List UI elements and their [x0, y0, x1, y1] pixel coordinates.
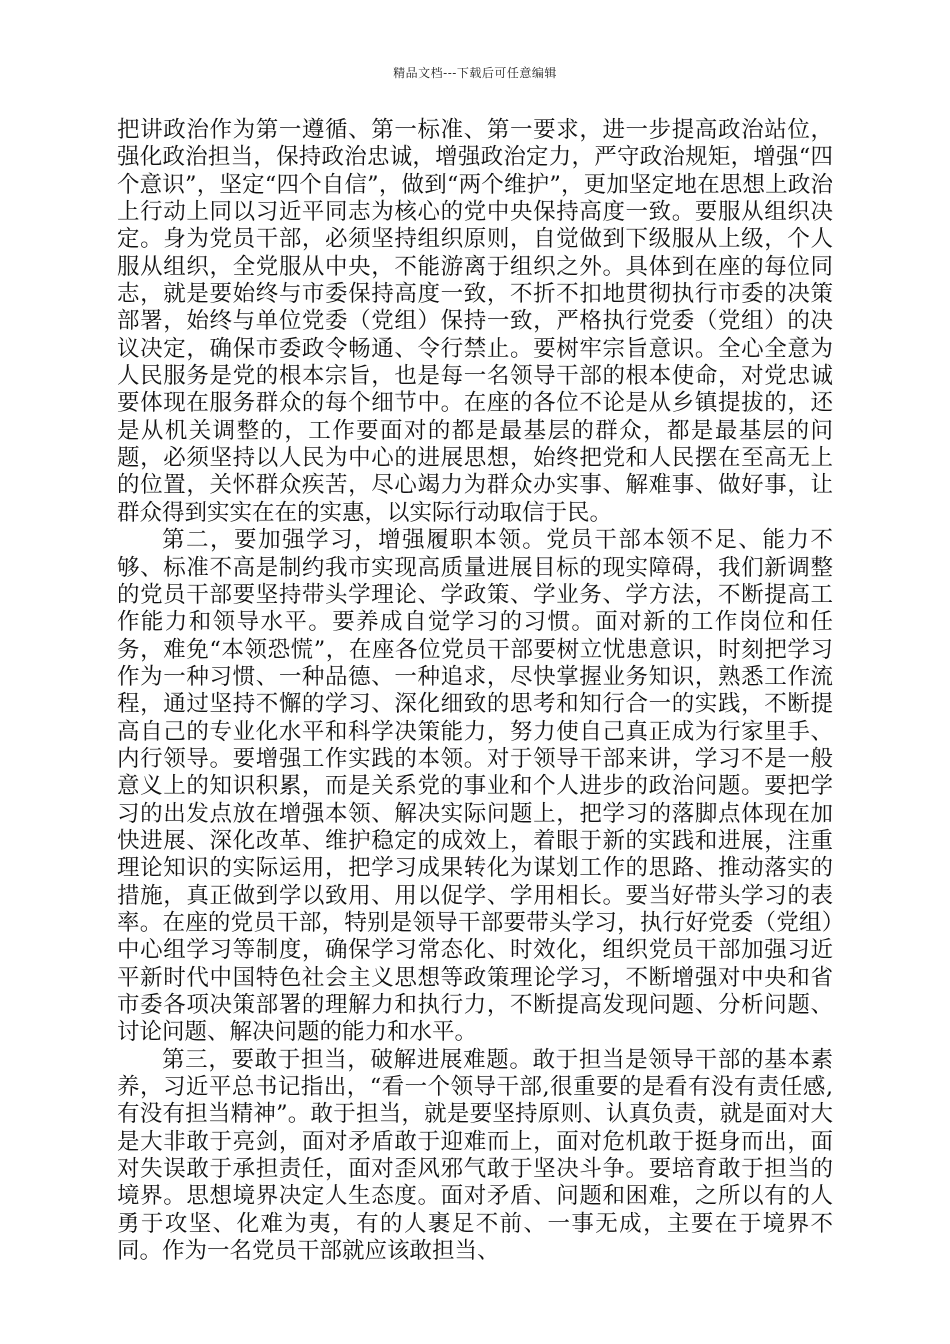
paragraph-2: 第二，要加强学习，增强履职本领。党员干部本领不足、能力不够、标准不高是制约我市实现高质量进展目标的现实障碍，我们新调整的党员干部要坚持带头学理论、学政策、学业务、学方法，不断提高工作能力和领导水平。要养成自觉学习的习惯。面对新的工作岗位和任务，难免“本领恐慌”，在座各位党员干部要树立忧患意识，时刻把学习作为一种习惯、一种品德、一种追求，尽快掌握业务知识，熟悉工作流程，通过坚持不懈的学习、深化细致的思考和知行合一的实践，不断提高自己的专业化水平和科学决策能力，努力使自己真正成为行家里手、内行领导。要增强工作实践的本领。对于领导干部来讲，学习不是一般意义上的知识积累，而是关系党的事业和个人进步的政治问题。要把学习的出发点放在增强本领、解决实际问题上，把学习的落脚点体现在加快进展、深化改革、维护稳定的成效上，着眼于新的实践和进展，注重理论知识的实际运用，把学习成果转化为谋划工作的思路、推动落实的措施，真正做到学以致用、用以促学、学用相长。要当好带头学习的表率。在座的党员干部，特别是领导干部要带头学习，执行好党委（党组）中心组学习等制度，确保学习常态化、时效化，组织党员干部加强习近平新时代中国特色社会主义思想等政策理论学习，不断增强对中央和省市委各项决策部署的理解力和执行力，不断提高发现问题、分析问题、讨论问题、解决问题的能力和水平。 [117, 527, 833, 1046]
header-note: 精品文档---下载后可任意编辑 [393, 66, 557, 80]
document-body [117, 117, 833, 1265]
paragraph-1: 把讲政治作为第一遵循、第一标准、第一要求，进一步提高政治站位，强化政治担当，保持政治忠诚，增强政治定力，严守政治规矩，增强“四个意识”，坚定“四个自信”，做到“两个维护”，更加坚定地在思想上政治上行动上同以习近平同志为核心的党中央保持高度一致。要服从组织决定。身为党员干部，必须坚持组织原则，自觉做到下级服从上级，个人服从组织，全党服从中央，不能游离于组织之外。具体到在座的每位同志，就是要始终与市委保持高度一致，不折不扣地贯彻执行市委的决策部署，始终与单位党委（党组）保持一致，严格执行党委（党组）的决议决定，确保市委政令畅通、令行禁止。要树牢宗旨意识。全心全意为人民服务是党的根本宗旨，也是每一名领导干部的根本使命，对党忠诚要体现在服务群众的每个细节中。在座的各位不论是从乡镇提拔的，还是从机关调整的，工作要面对的都是最基层的群众，都是最基层的问题，必须坚持以人民为中心的进展思想，始终把党和人民摆在至高无上的位置，关怀群众疾苦，尽心竭力为群众办实事、解难事、做好事，让群众得到实实在在的实惠，以实际行动取信于民。 [117, 117, 833, 526]
paragraph-3: 第三，要敢于担当，破解进展难题。敢于担当是领导干部的基本素养，习近平总书记指出，“看一个领导干部,很重要的是看有没有责任感,有没有担当精神”。敢于担当，就是要坚持原则、认真负责，就是面对大是大非敢于亮剑，面对矛盾敢于迎难而上，面对危机敢于挺身而出，面对失误敢于承担责任，面对歪风邪气敢于坚决斗争。要培育敢于担当的境界。思想境界决定人生态度。面对矛盾、问题和困难，之所以有的人勇于攻坚、化难为夷，有的人裹足不前、一事无成，主要在于境界不同。作为一名党员干部就应该敢担当、 [117, 1046, 833, 1265]
